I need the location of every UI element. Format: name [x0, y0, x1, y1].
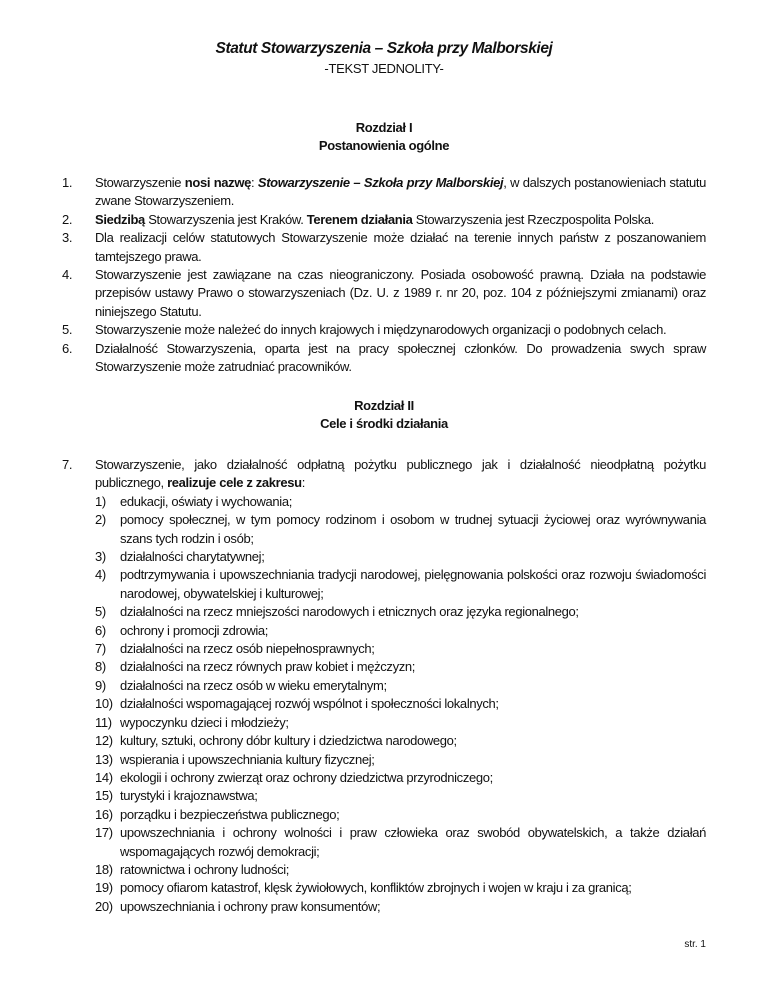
- chapter-1-heading: Rozdział I: [355, 120, 413, 135]
- sub-item-number: 4): [95, 567, 106, 583]
- sub-item: [95, 898, 706, 916]
- sub-item-number: 11): [95, 714, 112, 730]
- sub-item: [95, 861, 706, 879]
- list-item: [62, 456, 706, 916]
- item-number: 6.: [62, 340, 73, 356]
- list-item: [62, 229, 706, 266]
- sub-item-number: 6): [95, 622, 106, 638]
- sub-item: [95, 769, 706, 787]
- sub-item-number: 8): [95, 659, 106, 675]
- sub-item: [95, 714, 706, 732]
- sub-item-text: wspierania i upowszechniania kultury fizycznej;: [120, 751, 375, 767]
- text-run: Dla realizacji celów statutowych Stowarzyszenie może działać na terenie innych państw z poszanowaniem tamtejszego prawa.: [95, 230, 706, 264]
- sub-item-number: 12): [95, 733, 113, 749]
- chapter-1-list: [62, 174, 706, 376]
- sub-item-number: 7): [95, 641, 106, 657]
- sub-item-number: 13): [95, 751, 113, 767]
- item-number: 3.: [62, 230, 73, 246]
- sub-item-number: 5): [95, 604, 106, 620]
- chapter-2-heading: Rozdział II: [354, 398, 414, 413]
- sub-item-text: ekologii i ochrony zwierząt oraz ochrony dziedzictwa przyrodniczego;: [120, 769, 493, 785]
- text-run: Stowarzyszenie: [95, 175, 185, 190]
- sub-item: [95, 751, 706, 769]
- emphasis-text: nosi nazwę: [184, 175, 251, 190]
- sub-item-text: turystyki i krajoznawstwa;: [120, 788, 258, 804]
- sub-item-number: 2): [95, 512, 106, 528]
- sub-item: [95, 566, 706, 603]
- sub-item-text: ratownictwa i ochrony ludności;: [120, 861, 290, 877]
- sub-item-number: 19): [95, 880, 113, 896]
- sub-item: [95, 787, 706, 805]
- item-text: [95, 456, 706, 916]
- sub-item-number: 3): [95, 549, 106, 565]
- sub-item-number: 9): [95, 677, 106, 693]
- text-run: Działalność Stowarzyszenia, oparta jest na pracy społecznej członków. Do prowadzenia swych spraw Stowarzyszenie może zatrudniać pracowników.: [95, 340, 706, 375]
- item-text: [95, 174, 706, 211]
- sub-item: [95, 658, 706, 676]
- sub-item-text: działalności na rzecz mniejszości narodowych i etnicznych oraz języka regionalnego;: [120, 604, 579, 620]
- chapter-1-subheading: Postanowienia ogólne: [318, 138, 450, 153]
- item-text: [95, 211, 706, 229]
- item-number: 4.: [62, 267, 73, 283]
- text-run: Stowarzyszenie jest zawiązane na czas nieograniczony. Posiada osobowość prawną. Działa na podstawie przepisów ustawy Prawo o stowarzyszeniach (Dz. U. z 1989 r. nr 20, poz. 104 z późniejszymi zmianami) oraz niniejszego Statutu.: [95, 267, 706, 319]
- sub-item-text: pomocy społecznej, w tym pomocy rodzinom i osobom w trudnej sytuacji życiowej oraz wyrównywania szans tych rodzin i osób;: [120, 512, 706, 546]
- sub-item-text: działalności na rzecz osób w wieku emerytalnym;: [120, 677, 387, 693]
- sub-item: [95, 603, 706, 621]
- document-subtitle: -TEKST JEDNOLITY-: [324, 61, 444, 76]
- list-item: [62, 321, 706, 339]
- sub-item: [95, 879, 706, 897]
- chapter-2-list: [62, 456, 706, 916]
- sub-item-number: 14): [95, 769, 113, 785]
- sub-item-text: upowszechniania i ochrony wolności i praw człowieka oraz swobód obywatelskich, a także działań wspomagających rozwój demokracji;: [120, 825, 706, 859]
- sub-item-text: działalności wspomagającej rozwój wspólnot i społeczności lokalnych;: [120, 696, 499, 712]
- sub-item-text: ochrony i promocji zdrowia;: [120, 622, 269, 638]
- list-item: [62, 174, 706, 211]
- sub-item-text: działalności na rzecz równych praw kobiet i mężczyzn;: [120, 659, 416, 675]
- text-run: , w dalszych postanowieniach statutu zwane Stowarzyszeniem.: [95, 175, 706, 209]
- sub-item-text: porządku i bezpieczeństwa publicznego;: [120, 806, 340, 822]
- item-text: [95, 266, 706, 321]
- sub-item-number: 1): [95, 493, 106, 509]
- sub-item-text: działalności charytatywnej;: [120, 549, 265, 565]
- sub-item-text: wypoczynku dzieci i młodzieży;: [120, 714, 289, 730]
- item-text: [95, 321, 706, 339]
- sub-item-text: działalności na rzecz osób niepełnosprawnych;: [120, 641, 375, 657]
- sub-item: [95, 548, 706, 566]
- item-text: [95, 229, 706, 266]
- text-run: Stowarzyszenia jest Kraków.: [144, 211, 307, 227]
- sub-item-text: upowszechniania i ochrony praw konsumentów;: [120, 898, 381, 914]
- item-number: 7.: [62, 457, 73, 472]
- emphasis-text: realizuje cele z zakresu: [167, 475, 302, 491]
- text-run: :: [250, 175, 258, 190]
- sub-item: [95, 824, 706, 861]
- page-number: str. 1: [684, 939, 706, 950]
- text-run: :: [301, 475, 306, 491]
- chapter-2-subheading: Cele i środki działania: [320, 416, 448, 431]
- list-item: [62, 340, 706, 377]
- sub-item-text: kultury, sztuki, ochrony dóbr kultury i dziedzictwa narodowego;: [120, 733, 457, 749]
- sub-item-number: 17): [95, 825, 113, 841]
- sub-item: [95, 677, 706, 695]
- sub-item-text: pomocy ofiarom katastrof, klęsk żywiołowych, konfliktów zbrojnych i wojen w kraju i za granicą;: [120, 880, 632, 896]
- sub-item-text: podtrzymywania i upowszechniania tradycji narodowej, pielęgnowania polskości oraz rozwoju świadomości narodowej, obywatelskiej i kulturowej;: [120, 567, 706, 601]
- sub-item-number: 18): [95, 861, 113, 877]
- list-item: [62, 211, 706, 229]
- document-title: Statut Stowarzyszenia – Szkoła przy Malborskiej: [215, 40, 553, 57]
- item-number: 2.: [62, 211, 73, 227]
- text-run: Stowarzyszenie może należeć do innych krajowych i międzynarodowych organizacji o podobnych celach.: [95, 322, 667, 338]
- emphasis-text: Siedzibą: [95, 211, 145, 227]
- sub-item-text: edukacji, oświaty i wychowania;: [120, 493, 292, 509]
- emphasis-text: Terenem działania: [306, 211, 413, 227]
- text-run: Stowarzyszenia jest Rzeczpospolita Polska.: [412, 211, 654, 227]
- sub-item: [95, 695, 706, 713]
- sub-item-number: 20): [95, 898, 113, 914]
- sub-item-number: 16): [95, 806, 113, 822]
- sub-item: [95, 493, 706, 511]
- sub-item: [95, 732, 706, 750]
- item-text: [95, 340, 706, 377]
- emphasis-text: Stowarzyszenie – Szkoła przy Malborskiej: [257, 175, 504, 190]
- item-number: 1.: [62, 175, 73, 190]
- sub-item: [95, 511, 706, 548]
- sub-item-number: 15): [95, 788, 113, 804]
- sub-item: [95, 622, 706, 640]
- sub-item-number: 10): [95, 696, 113, 712]
- item-number: 5.: [62, 322, 73, 338]
- text-run: Stowarzyszenie, jako działalność odpłatną pożytku publicznego jak i działalność nieodpłatną pożytku publicznego,: [95, 457, 706, 491]
- list-item: [62, 266, 706, 321]
- sub-item: [95, 640, 706, 658]
- sub-item: [95, 806, 706, 824]
